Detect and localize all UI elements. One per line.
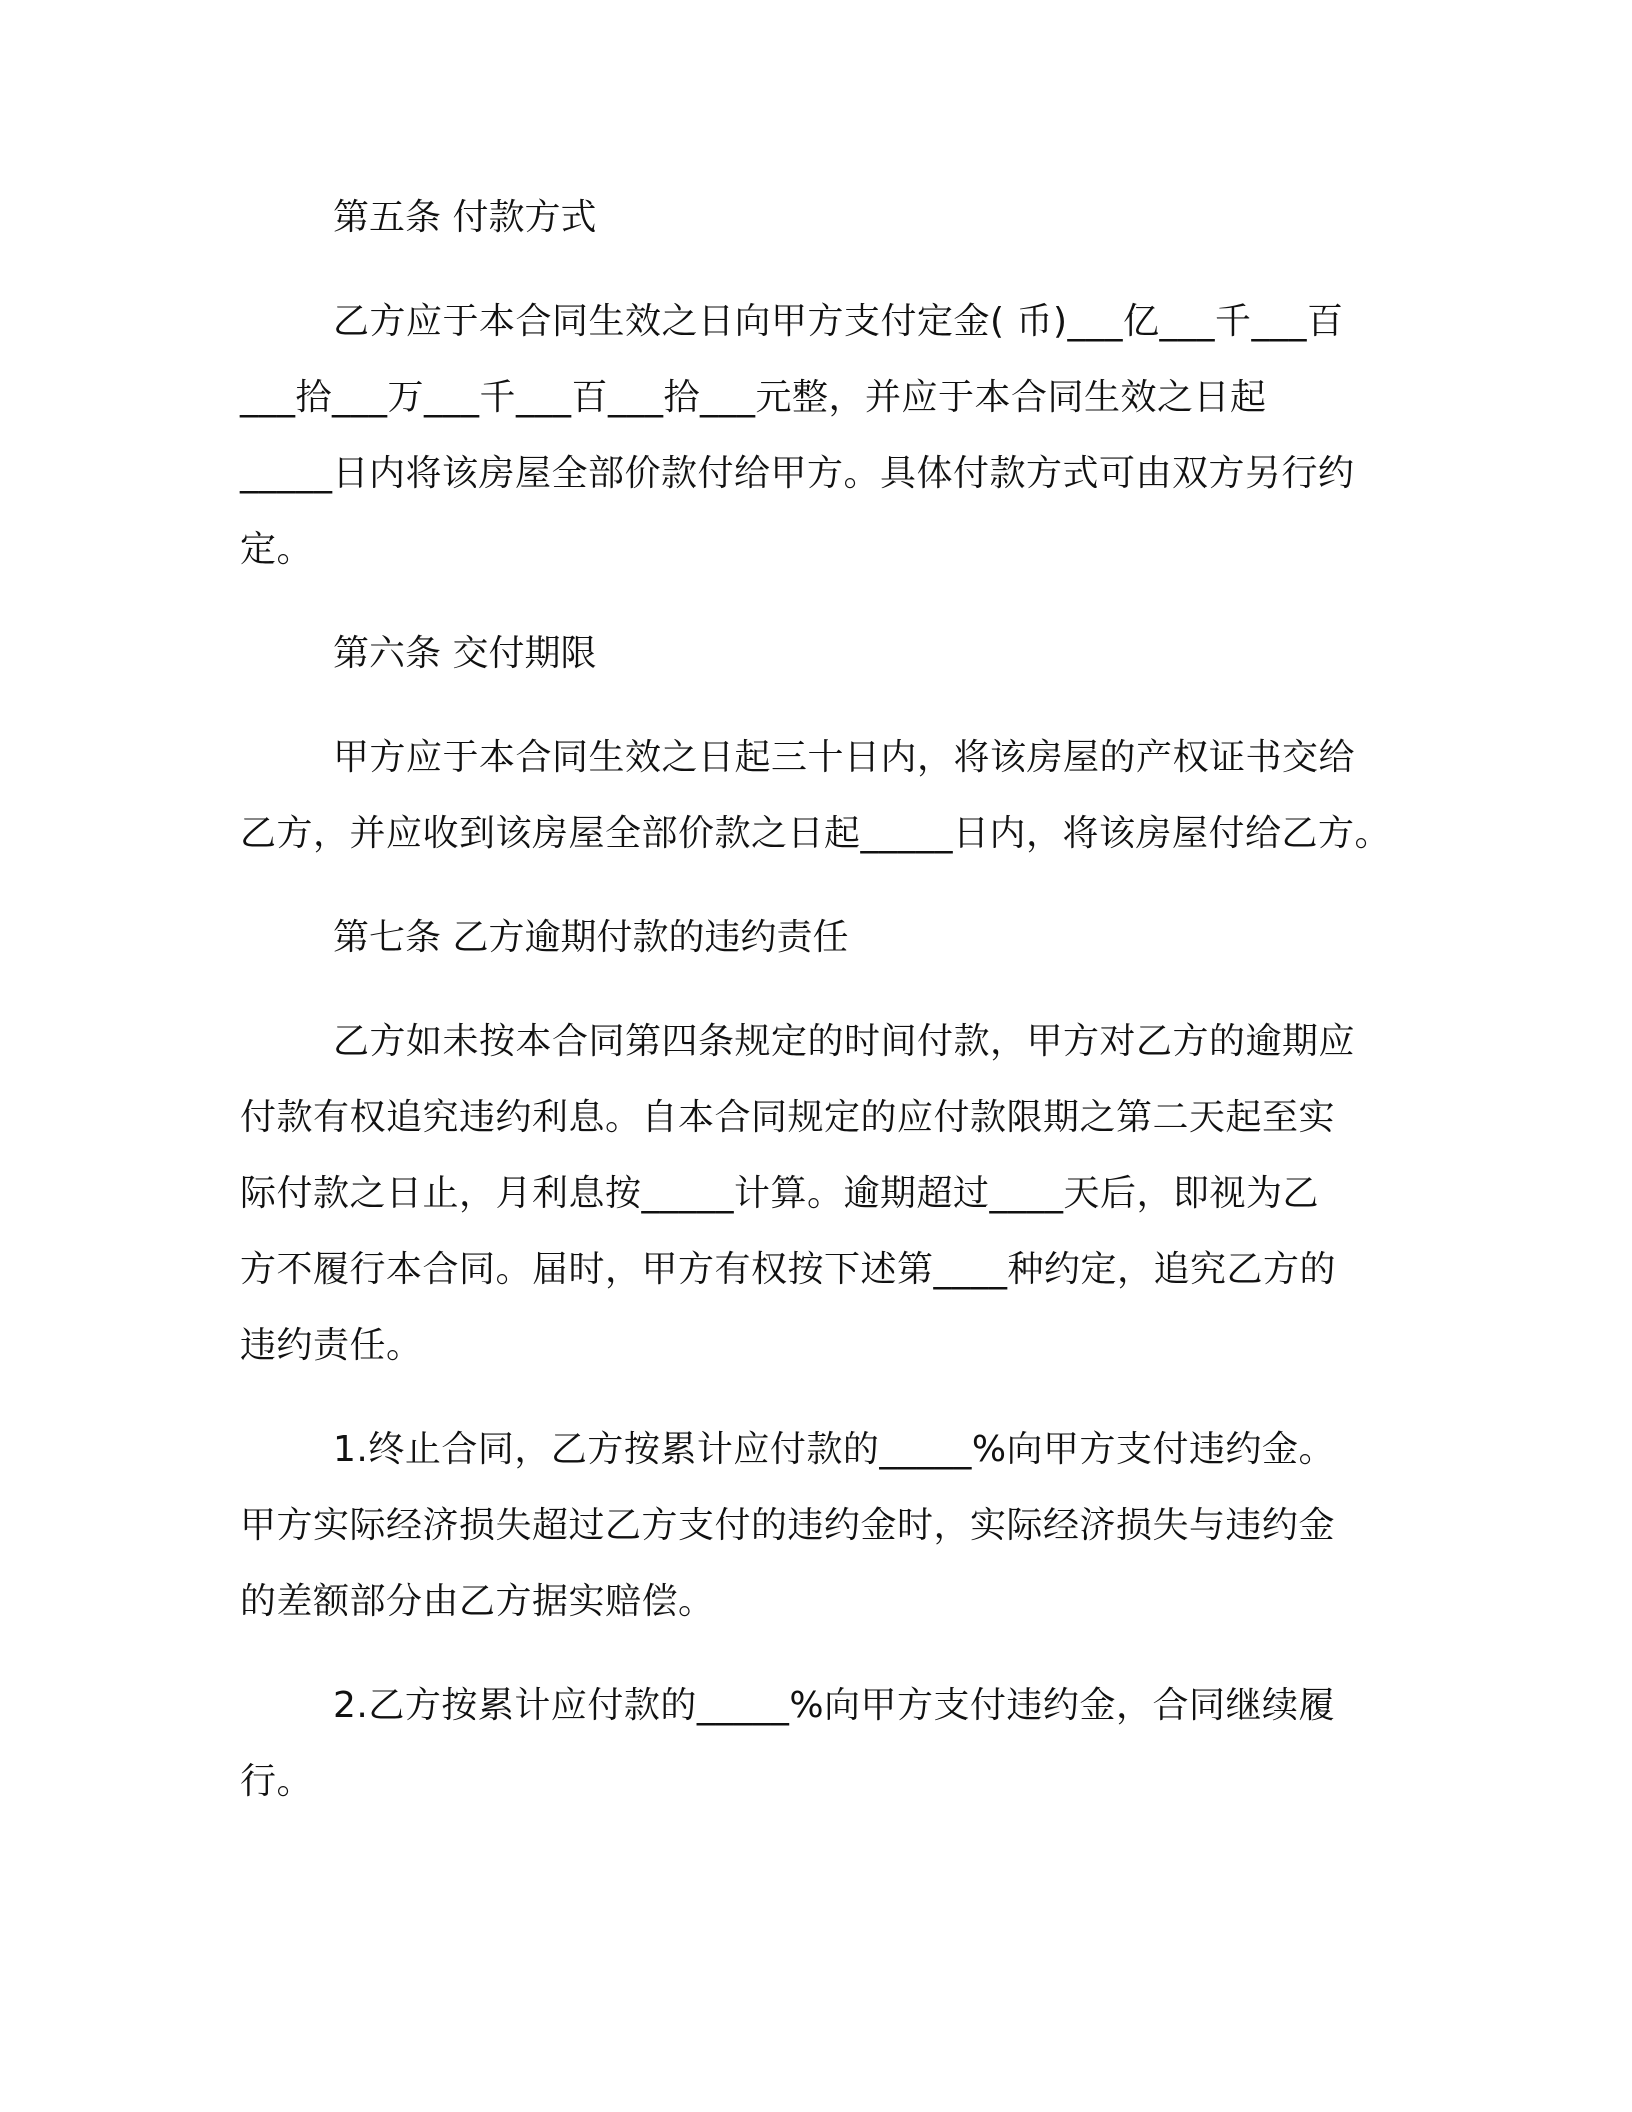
paragraph-line: 付款有权追究违约利息。自本合同规定的应付款限期之第二天起至实 [240, 1097, 1336, 1138]
paragraph-line: _____日内将该房屋全部价款付给甲方。具体付款方式可由双方另行约 [240, 453, 1355, 494]
section-heading-5: 第五条 付款方式 [333, 197, 597, 238]
paragraph-line: 际付款之日止，月利息按_____计算。逾期超过____天后，即视为乙 [240, 1173, 1320, 1214]
section-heading-7: 第七条 乙方逾期付款的违约责任 [333, 917, 849, 958]
clause-2-line: 行。 [240, 1761, 314, 1802]
paragraph-line: ___拾___万___千___百___拾___元整，并应于本合同生效之日起 [240, 377, 1267, 418]
paragraph-line: 乙方如未按本合同第四条规定的时间付款，甲方对乙方的逾期应 [333, 1021, 1356, 1062]
clause-1-line: 1.终止合同，乙方按累计应付款的_____%向甲方支付违约金。 [333, 1429, 1336, 1470]
clause-1-line: 甲方实际经济损失超过乙方支付的违约金时，实际经济损失与违约金 [240, 1505, 1336, 1546]
paragraph-line: 甲方应于本合同生效之日起三十日内，将该房屋的产权证书交给 [333, 737, 1356, 778]
clause-2-line: 2.乙方按累计应付款的_____%向甲方支付违约金，合同继续履 [333, 1685, 1336, 1726]
paragraph-line: 乙方，并应收到该房屋全部价款之日起_____日内，将该房屋付给乙方。 [240, 813, 1392, 854]
paragraph-line: 乙方应于本合同生效之日向甲方支付定金( 币)___亿___千___百 [333, 301, 1344, 342]
paragraph-line: 方不履行本合同。届时，甲方有权按下述第____种约定，追究乙方的 [240, 1249, 1337, 1290]
section-heading-6: 第六条 交付期限 [333, 633, 597, 674]
paragraph-line: 违约责任。 [240, 1325, 423, 1366]
paragraph-line: 定。 [240, 529, 314, 570]
clause-1-line: 的差额部分由乙方据实赔偿。 [240, 1581, 715, 1622]
